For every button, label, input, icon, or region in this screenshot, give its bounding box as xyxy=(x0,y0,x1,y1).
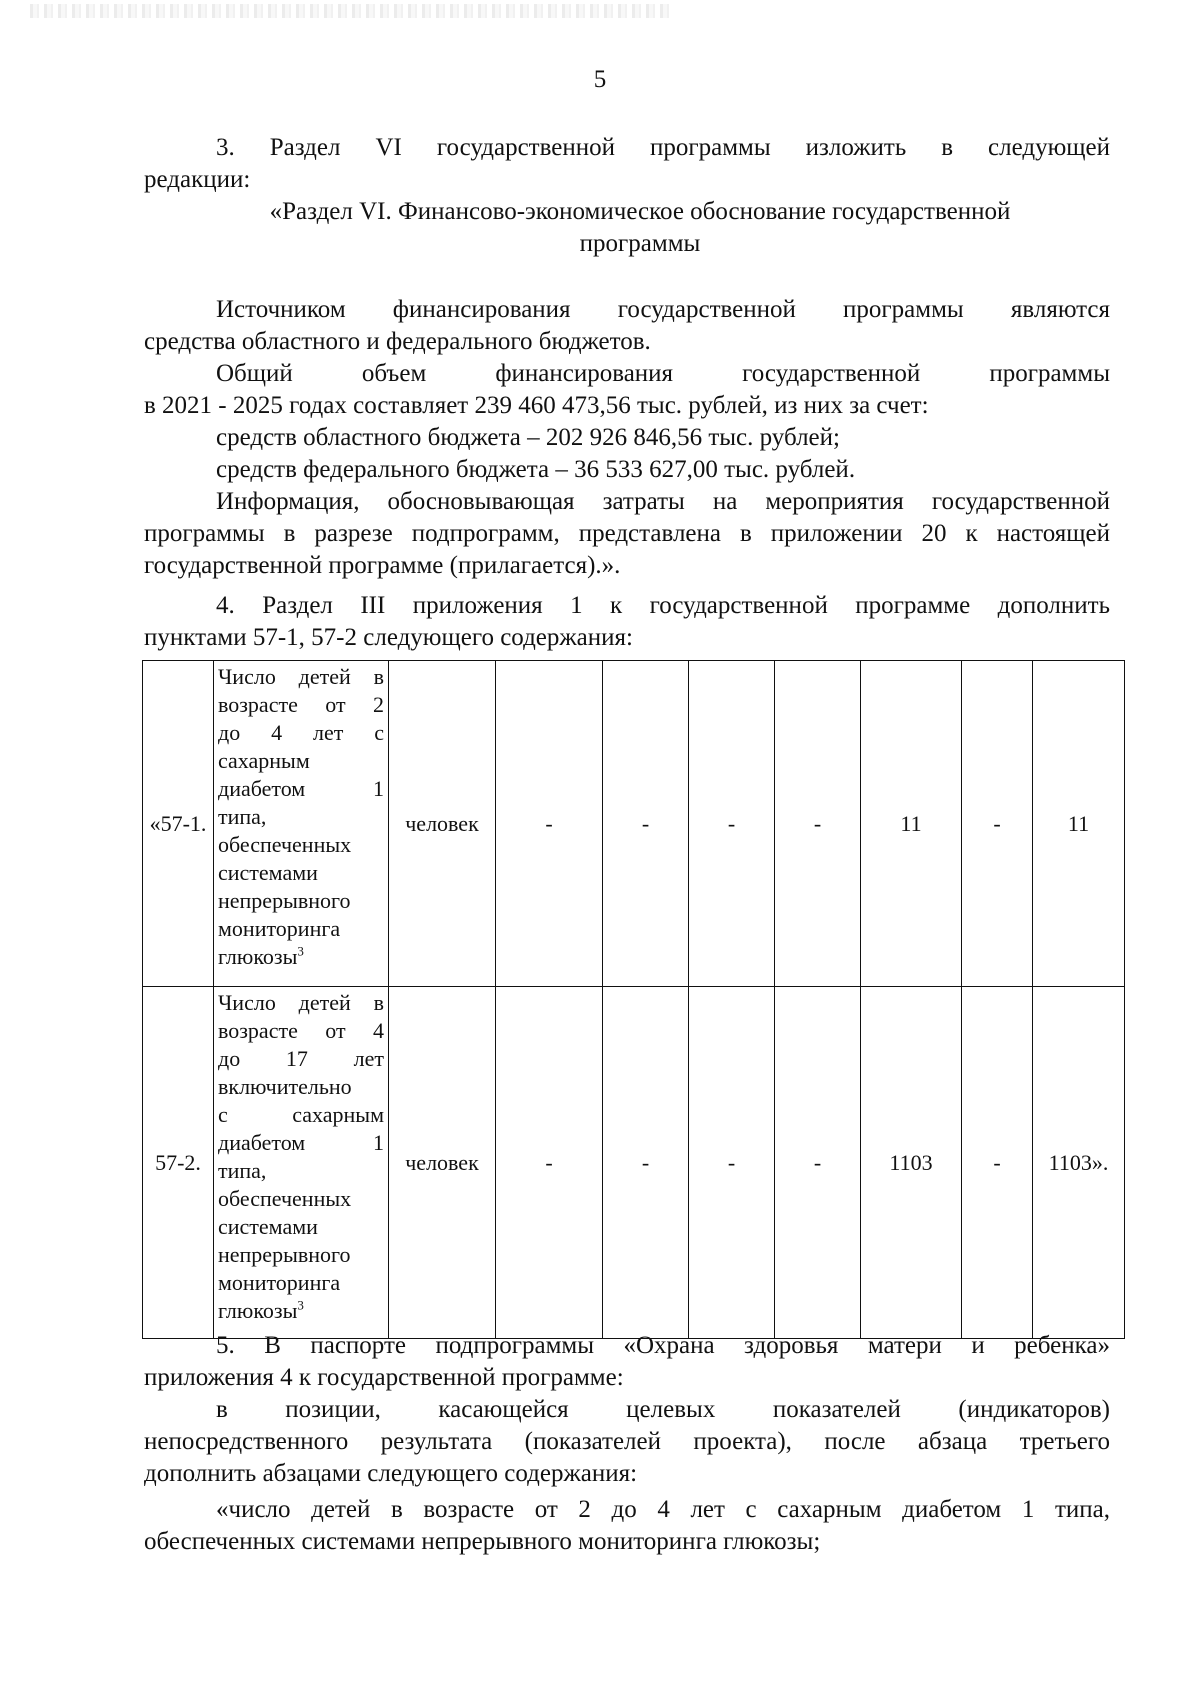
indicators-table xyxy=(142,660,1125,1339)
finance-p5-line3: государственной программе (прилагается).». xyxy=(144,552,621,579)
desc-line: сахарным xyxy=(218,748,310,773)
footnote-mark: 3 xyxy=(297,1297,304,1313)
finance-p2-line1: Общий объем финансирования государственной программы xyxy=(216,360,1110,387)
desc-line: типа, xyxy=(218,804,267,829)
desc-line xyxy=(218,1297,384,1325)
item5-line6: «число детей в возрасте от 2 до 4 лет с сахарным диабетом 1 типа, xyxy=(216,1496,1110,1523)
finance-regional-budget: средств областного бюджета – 202 926 846,56 тыс. рублей; xyxy=(216,424,840,451)
item5-line7: обеспеченных системами непрерывного мониторинга глюкозы; xyxy=(144,1528,821,1555)
desc-line: Число детей в xyxy=(218,990,384,1015)
footnote-mark: 3 xyxy=(297,943,304,959)
desc-line: возрасте от 2 xyxy=(218,692,384,717)
value-cell: 11 xyxy=(1033,661,1125,987)
section-heading-line1: «Раздел VI. Финансово-экономическое обоснование государственной xyxy=(269,198,1011,225)
value-cell: - xyxy=(496,987,603,1339)
value-cell: 11 xyxy=(861,661,962,987)
finance-p5-line1: Информация, обосновывающая затраты на мероприятия государственной xyxy=(216,488,1110,515)
table-row-57-2 xyxy=(143,987,1125,1339)
desc-last-word: глюкозы xyxy=(218,944,298,969)
page-number: 5 xyxy=(593,66,607,93)
item5-line2: приложения 4 к государственной программе: xyxy=(144,1364,624,1391)
desc-line: непрерывного xyxy=(218,888,351,913)
value-cell: - xyxy=(962,661,1033,987)
desc-line: системами xyxy=(218,1214,318,1239)
item5-line5: дополнить абзацами следующего содержания: xyxy=(144,1460,638,1487)
desc-line: до 4 лет с xyxy=(218,720,384,745)
indicator-description xyxy=(214,661,389,987)
item4-line2: пунктами 57-1, 57-2 следующего содержания: xyxy=(144,624,633,651)
value-cell: - xyxy=(775,661,861,987)
desc-line: мониторинга xyxy=(218,1270,341,1295)
section-heading-line2: программы xyxy=(579,230,701,257)
desc-line: диабетом 1 xyxy=(218,776,384,801)
desc-line xyxy=(218,943,384,971)
desc-line: включительно xyxy=(218,1074,352,1099)
value-cell: - xyxy=(775,987,861,1339)
desc-line: типа, xyxy=(218,1158,267,1183)
value-cell: - xyxy=(689,987,775,1339)
finance-federal-budget: средств федерального бюджета – 36 533 627,00 тыс. рублей. xyxy=(216,456,856,483)
desc-last-word: глюкозы xyxy=(218,1298,298,1323)
desc-line: обеспеченных xyxy=(218,1186,352,1211)
value-cell: 1103». xyxy=(1033,987,1125,1339)
unit-cell: человек xyxy=(389,987,496,1339)
desc-line: до 17 лет xyxy=(218,1046,384,1071)
desc-line: возрасте от 4 xyxy=(218,1018,384,1043)
desc-line: системами xyxy=(218,860,318,885)
item3-line1: 3. Раздел VI государственной программы изложить в следующей xyxy=(216,134,1110,161)
desc-line: диабетом 1 xyxy=(218,1130,384,1155)
item3-line2: редакции: xyxy=(144,166,251,193)
finance-p5-line2: программы в разрезе подпрограмм, представлена в приложении 20 к настоящей xyxy=(144,520,1110,547)
scan-artifact-strip xyxy=(30,4,670,18)
finance-p1-line1: Источником финансирования государственной программы являются xyxy=(216,296,1110,323)
item5-line3: в позиции, касающейся целевых показателей (индикаторов) xyxy=(216,1396,1110,1423)
indicator-description xyxy=(214,987,389,1339)
value-cell: - xyxy=(603,661,689,987)
desc-line: мониторинга xyxy=(218,916,341,941)
value-cell: - xyxy=(962,987,1033,1339)
value-cell: - xyxy=(689,661,775,987)
table-row-57-1 xyxy=(143,661,1125,987)
item4-line1: 4. Раздел III приложения 1 к государственной программе дополнить xyxy=(216,592,1110,619)
value-cell: - xyxy=(496,661,603,987)
row-number: 57-2. xyxy=(143,987,214,1339)
desc-line: Число детей в xyxy=(218,664,384,689)
desc-line: с сахарным xyxy=(218,1102,384,1127)
desc-line: обеспеченных xyxy=(218,832,352,857)
unit-cell: человек xyxy=(389,661,496,987)
finance-p1-line2: средства областного и федерального бюджетов. xyxy=(144,328,651,355)
item5-line1: 5. В паспорте подпрограммы «Охрана здоровья матери и ребенка» xyxy=(216,1332,1110,1359)
value-cell: - xyxy=(603,987,689,1339)
row-number: «57-1. xyxy=(143,661,214,987)
finance-p2-line2: в 2021 - 2025 годах составляет 239 460 473,56 тыс. рублей, из них за счет: xyxy=(144,392,929,419)
desc-line: непрерывного xyxy=(218,1242,351,1267)
item5-line4: непосредственного результата (показателей проекта), после абзаца третьего xyxy=(144,1428,1110,1455)
value-cell: 1103 xyxy=(861,987,962,1339)
